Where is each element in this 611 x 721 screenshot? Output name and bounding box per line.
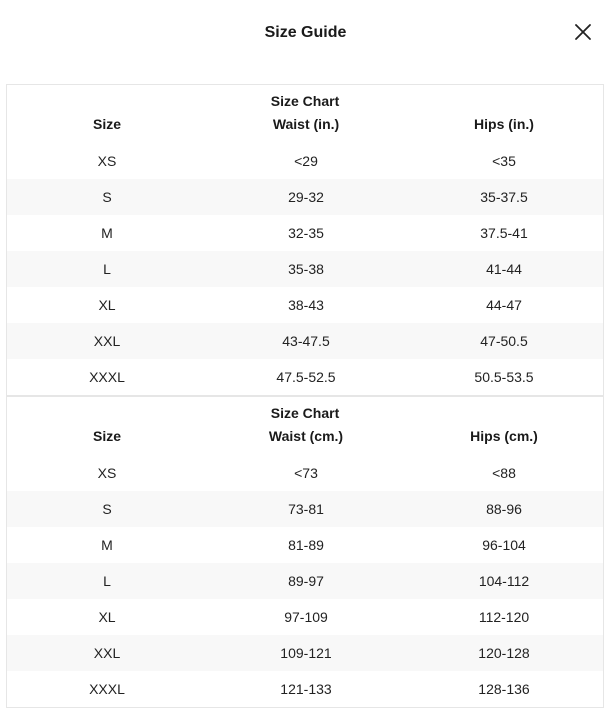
cell-hips: 50.5-53.5 — [474, 369, 534, 385]
modal-header — [0, 0, 611, 66]
cell-size: XXL — [93, 333, 121, 349]
modal-title: Size Guide — [264, 24, 347, 41]
cell-hips: 120-128 — [478, 645, 530, 661]
cell-waist: 43-47.5 — [282, 333, 330, 349]
cell-waist: <29 — [294, 153, 318, 169]
table-row — [7, 323, 603, 359]
table-header-row — [7, 116, 603, 143]
table-row — [7, 491, 603, 527]
cell-size: XXXL — [89, 369, 125, 385]
table-row — [7, 671, 603, 707]
cell-waist: 97-109 — [284, 609, 328, 625]
cell-size: S — [102, 189, 112, 205]
cell-waist: 121-133 — [280, 681, 332, 697]
table-row — [7, 635, 603, 671]
cell-hips: 128-136 — [478, 681, 530, 697]
cell-hips: 44-47 — [486, 297, 522, 313]
cell-waist: 35-38 — [288, 261, 324, 277]
cell-hips: 96-104 — [482, 537, 526, 553]
cell-size: L — [103, 261, 111, 277]
cell-waist: 109-121 — [280, 645, 332, 661]
cell-hips: <88 — [492, 465, 516, 481]
cell-size: M — [101, 225, 113, 241]
cell-hips: 41-44 — [486, 261, 522, 277]
cell-hips: 47-50.5 — [480, 333, 528, 349]
cell-hips: 88-96 — [486, 501, 522, 517]
cell-waist: 81-89 — [288, 537, 324, 553]
cell-waist: 89-97 — [288, 573, 324, 589]
table-row — [7, 455, 603, 491]
header-waist: Waist (in.) — [272, 116, 340, 132]
cell-hips: 112-120 — [478, 609, 530, 625]
table-row — [7, 143, 603, 179]
cell-waist: 73-81 — [288, 501, 324, 517]
table-row — [7, 563, 603, 599]
cell-hips: 104-112 — [478, 573, 530, 589]
cell-size: XXXL — [89, 681, 125, 697]
cell-size: XS — [97, 153, 117, 169]
size-chart-centimeters — [7, 395, 603, 707]
cell-size: XL — [98, 297, 116, 313]
size-chart-inches — [7, 85, 603, 395]
table-row — [7, 599, 603, 635]
cell-size: L — [103, 573, 111, 589]
table-row — [7, 215, 603, 251]
cell-size: M — [101, 537, 113, 553]
table-row — [7, 251, 603, 287]
cell-hips: 35-37.5 — [480, 189, 528, 205]
cell-hips: 37.5-41 — [480, 225, 528, 241]
table-row — [7, 359, 603, 395]
header-size: Size — [92, 428, 121, 444]
cell-size: XS — [97, 465, 117, 481]
table-row — [7, 179, 603, 215]
close-button[interactable] — [572, 21, 594, 43]
cell-waist: <73 — [294, 465, 318, 481]
table-row — [7, 287, 603, 323]
cell-hips: <35 — [492, 153, 516, 169]
chart-caption: Size Chart — [270, 93, 340, 109]
chart-caption: Size Chart — [270, 405, 340, 421]
table-header-row — [7, 428, 603, 455]
header-waist: Waist (cm.) — [268, 428, 344, 444]
header-hips: Hips (in.) — [474, 116, 534, 132]
cell-size: S — [102, 501, 112, 517]
cell-waist: 47.5-52.5 — [276, 369, 336, 385]
cell-waist: 38-43 — [288, 297, 324, 313]
cell-size: XXL — [93, 645, 121, 661]
header-hips: Hips (cm.) — [470, 428, 538, 444]
size-chart-container — [6, 84, 604, 708]
table-row — [7, 527, 603, 563]
close-icon — [574, 23, 592, 41]
cell-waist: 29-32 — [288, 189, 324, 205]
cell-size: XL — [98, 609, 116, 625]
cell-waist: 32-35 — [288, 225, 324, 241]
header-size: Size — [92, 116, 121, 132]
